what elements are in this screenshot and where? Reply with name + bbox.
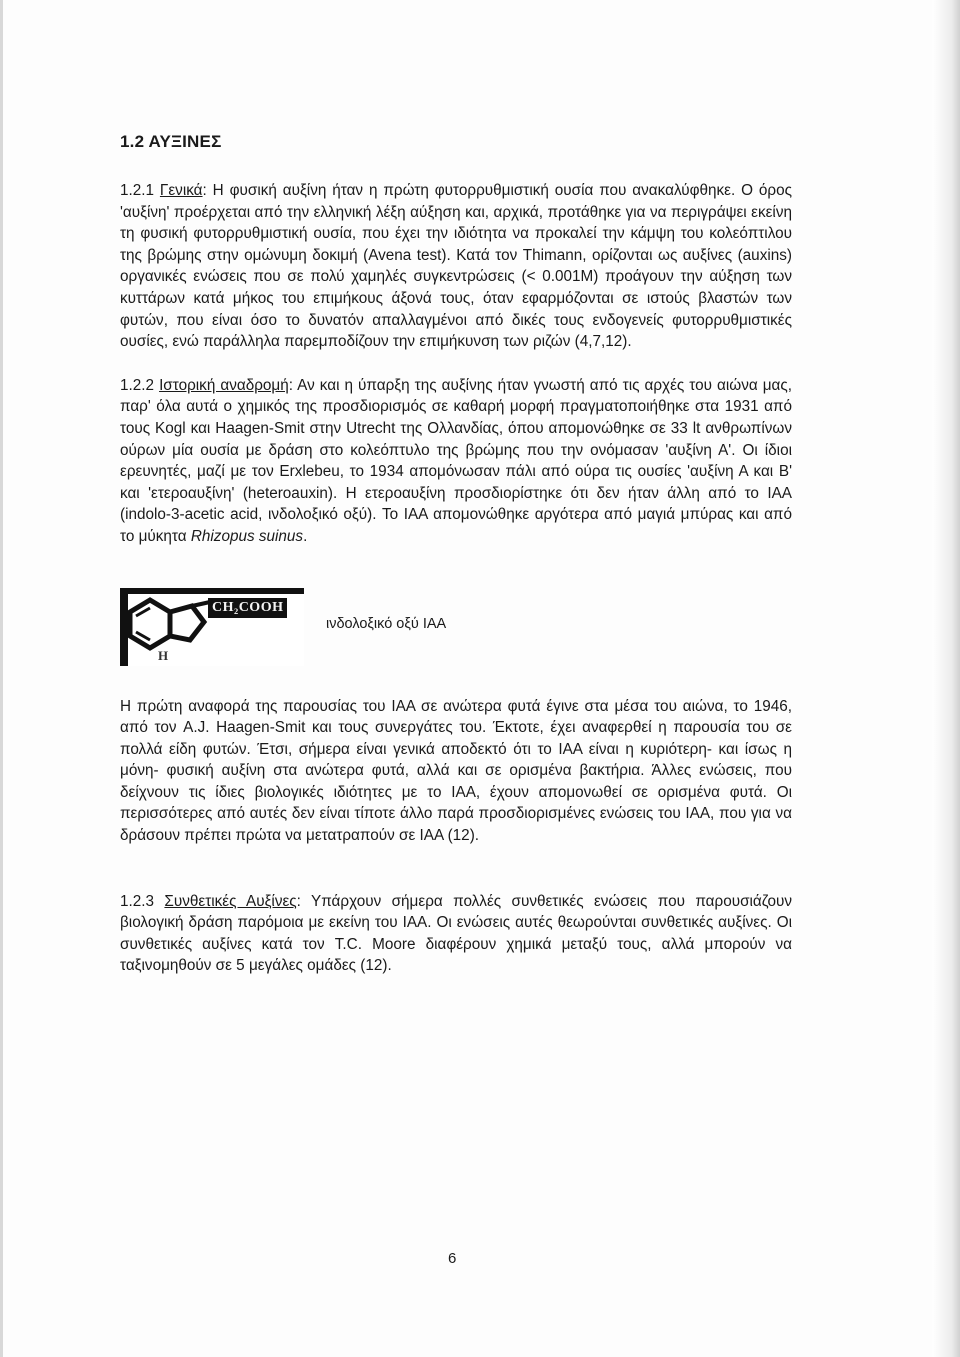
species-name: Rhizopus suinus	[190, 527, 304, 545]
section-text: : Υπάρχουν σήμερα πολλές συνθετικές ενώσεις που παρουσιάζουν βιολογική δράση παρόμοια με εκείνη του IAA. Οι ενώσεις αυτές θεωρούνται συνθετικές αυξίνες. Οι συνθετικές αυξίνες κατά τον T.C. Moore διαφέρουν χημικά μεταξύ τους, αλλά μπορούν να ταξινομηθούν σε 5 μεγάλες ομάδες (12).	[120, 892, 793, 975]
section-number: 1.2.1	[120, 182, 155, 199]
figure-caption: ινδολοξικό οξύ IAA	[326, 615, 447, 632]
page-number: 6	[448, 1250, 457, 1267]
scan-edge-left	[0, 0, 3, 1357]
paragraph-synthetic	[120, 891, 792, 977]
section-title: Συνθετικές Αυξίνες	[164, 892, 297, 910]
section-text-end: .	[303, 527, 308, 545]
structure-side-chain-label: CH₂COOH	[208, 598, 287, 618]
section-number: 1.2.2	[120, 376, 155, 394]
paragraph-iaa-presence: Η πρώτη αναφορά της παρουσίας του IAA σε ανώτερα φυτά έγινε στα μέσα του αιώνα, το 1946, από τον A.J. Haagen-Smit και τους συνεργάτες του. Έκτοτε, έχει αναφερθεί η παρουσία του σε πολλά είδη φυτών. Έτσι, σήμερα είναι γενικά αποδεκτό ότι το IAA είναι η κυριότερη- και ίσως η μόνη- φυσική αυξίνη στα ανώτερα φυτά, αλλά και σε ορισμένα βακτήρια. Άλλες ενώσεις, που δείχνουν τις ίδιες βιολογικές ιδιότητες με το IAA, έχουν απομονωθεί σε ορισμένα φυτά. Οι περισσότερες από αυτές δεν είναι τίποτε άλλο παρά προσδιορισμένες ενώσεις του IAA, που για να δράσουν πρέπει πρώτα να μετατραπούν σε IAA (12).	[120, 697, 792, 845]
section-text: : Η φυσική αυξίνη ήταν η πρώτη φυτορρυθμιστική ουσία που ανακαλύφθηκε. Ο όρος 'αυξίνη' προέρχεται από την ελληνική λέξη αύξηση και, αρχικά, προτάθηκε για να περιγράψει εκείνη τη φυσική φυτορρυθμιστική ουσία, που έχει την ιδιότητα να προκαλεί την κάμψη του κολεόπτιλου της βρώμης στην ομώνυμη δοκιμή (Avena test). Κατά τον Thimann, ορίζονται ως αυξίνες (auxins) οργανικές ενώσεις που σε πολύ χαμηλές συγκεντρώσεις (< 0.001M) προάγουν την αύξηση των κυττάρων κατά μήκος του επιμήκους άξονά τους, όταν εφαρμόζονται σε ιστούς βλαστών των φυτών, που είναι όσο το δυνατόν απαλλαγμένοι από δικές τους ενδογενείς φυτορρυθμιστικές ουσίες, ενώ παράλληλα παρεμποδίζουν την επιμήκυνση των ριζών (4,7,12).	[120, 182, 792, 351]
section-title: Γενικά	[159, 182, 203, 199]
section-title: Ιστορική αναδρομή	[159, 376, 289, 394]
paragraph-general	[120, 180, 792, 353]
page-content	[120, 132, 792, 977]
iaa-structure-image	[120, 588, 304, 666]
scan-edge-right	[932, 0, 960, 1357]
section-text: : Αν και η ύπαρξη της αυξίνης ήταν γνωστή από τις αρχές του αιώνα μας, παρ' όλα αυτά ο χημικός της προσδιορισμός σε καθαρή μορφή πραγματοποιήθηκε στα 1931 από τους Kogl και Haagen-Smit στην Utrecht της Ολλανδίας, όπου απομονώθηκε σε 33 lt ανθρωπίνων ούρων μία ουσία με δράση στο κολεόπτυλο της βρώμης που την ονόμασαν 'αυξίνη Α'. Οι ίδιοι ερευνητές, μαζί με τον Erxlebeu, το 1934 απομόνωσαν πάλι από ούρα τις ουσίες 'αυξίνη Α και Β' και 'ετεροαυξίνη' (heteroauxin). Η ετεροαυξίνη προσδιορίστηκε ότι δεν ήταν άλλη από το IAA (indolo-3-acetic acid, ινδολοξικό οξύ). Το IAA απομονώθηκε αργότερα από μαγιά μπύρας και από το μύκητα	[120, 376, 792, 545]
section-heading: 1.2 ΑΥΞΙΝΕΣ	[120, 132, 222, 151]
structure-nh-label: H	[158, 647, 169, 663]
iaa-figure	[120, 588, 792, 666]
paragraph-history	[120, 375, 792, 548]
section-number: 1.2.3	[120, 892, 155, 910]
